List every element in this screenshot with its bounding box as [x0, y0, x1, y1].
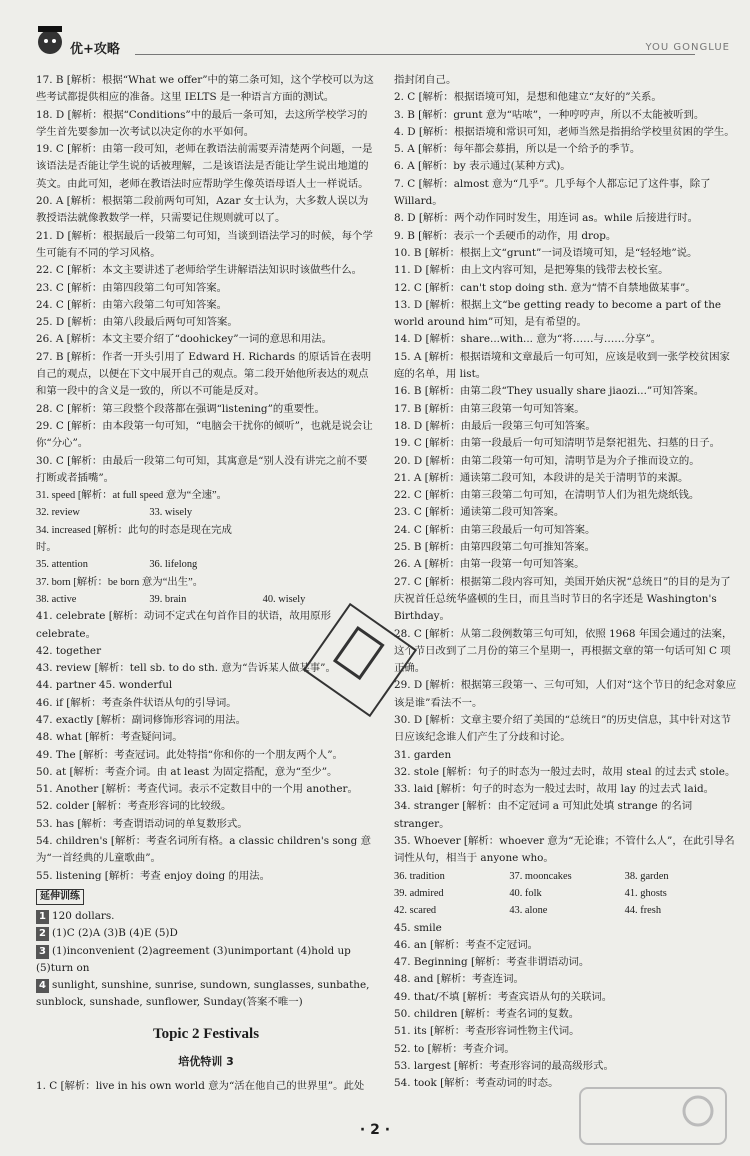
answer-item: 7. C [解析：almost 意为“几乎”。几乎每个人都忘记了这件事，除了 Willard。: [394, 177, 711, 208]
answer-row: [36, 504, 376, 521]
extension-item-number: 4: [36, 979, 49, 993]
answer-row: [36, 522, 376, 557]
answer-item: 33. laid [解析：句子的时态为一般过去时，故用 lay 的过去式 laid。: [394, 783, 715, 796]
answer-item: 49. that/不填 [解析：考查宾语从句的关联词。: [394, 990, 613, 1003]
answer-item: 指封闭自己。: [394, 74, 457, 86]
answer-item: 23. C [解析：由第四段第二句可知答案。: [36, 281, 227, 294]
answer-cell: 36. tradition: [394, 870, 445, 882]
answer-item: 21. D [解析：根据最后一段第二句可知，当谈到语法学习的时候，每个学生可能有不同的学习风格。: [36, 229, 373, 259]
extension-item-text: (1)inconvenient (2)agreement (3)unimportant (4)hold up (5)turn on: [36, 944, 351, 974]
page-number: · 2 ·: [359, 1122, 391, 1138]
answer-item: 14. D [解析：share...with... 意为“将……与……分享”。: [394, 333, 662, 346]
answer-cell: 41. ghosts: [624, 887, 667, 899]
answer-item: 12. C [解析：can't stop doing sth. 意为“情不自禁地做某事”。: [394, 281, 696, 294]
answer-item: 8. D [解析：两个动作同时发生，用连词 as。while 后接进行时。: [394, 212, 699, 225]
answer-item: 9. B [解析：表示一个丢硬币的动作，用 drop。: [394, 229, 617, 242]
answer-cell: 37. born [解析：be born 意为“出生”。: [36, 576, 204, 588]
answer-item: 51. its [解析：考查形容词性物主代词。: [394, 1025, 580, 1038]
answer-item: 1. C [解析：live in his own world 意为“活在他自己的世界里”。此处: [36, 1080, 365, 1093]
answer-item: 55. listening [解析：考查 enjoy doing 的用法。: [36, 869, 271, 882]
answer-item: 20. A [解析：根据第二段前两句可知，Azar 女士认为，大多数人误以为教授语法就像教数学一样，只需要记住规则就可以了。: [36, 195, 369, 225]
answer-item: 18. D [解析：根据“Conditions”中的最后一条可知，去这所学校学习的学生首先要参加一次考试以决定你的水平如何。: [36, 108, 368, 138]
answer-item: 30. C [解析：由最后一段第二句可知，其寓意是“别人没有讲完之前不要打断或者插嘴”。: [36, 454, 368, 484]
answer-row: [394, 885, 740, 902]
answer-cell: 42. scared: [394, 905, 437, 917]
answer-cell: 36. lifelong: [149, 559, 198, 571]
watermark-logo-icon: [578, 1086, 728, 1146]
answer-cell: 38. active: [36, 593, 77, 605]
answer-item: 20. D [解析：由第二段第一句可知，清明节是为介子推而设立的。: [394, 454, 700, 467]
answer-row: [394, 902, 740, 919]
answer-cell: 39. brain: [149, 593, 187, 605]
extension-item-text: sunlight, sunshine, sunrise, sundown, sunglasses, sunbathe, sunblock, sunshade, sunflower, Sunday(答案不唯一): [36, 979, 370, 1009]
answer-item: 4. D [解析：根据语境和常识可知，老师当然是指捐给学校里贫困的学生。: [394, 125, 735, 138]
answer-item: 54. took [解析：考查动词的时态。: [394, 1077, 559, 1090]
answer-cell: 43. alone: [509, 905, 548, 917]
answer-item: 23. C [解析：通读第二段可知答案。: [394, 506, 565, 519]
answer-item: 10. B [解析：根据上文“grunt”一词及语境可知，是“轻轻地”说。: [394, 246, 698, 259]
answer-row: [36, 556, 376, 573]
extension-item-text: 120 dollars.: [52, 909, 115, 922]
answer-item: 19. C [解析：由第一段最后一句可知清明节是祭祀祖先、扫墓的日子。: [394, 437, 721, 450]
answer-item: 25. D [解析：由第八段最后两句可知答案。: [36, 316, 238, 329]
header-rule: [135, 54, 695, 55]
answer-item: 24. C [解析：由第三段最后一句可知答案。: [394, 523, 596, 536]
answer-cell: [263, 504, 376, 521]
answer-item: 24. C [解析：由第六段第二句可知答案。: [36, 298, 227, 311]
answer-item: 16. B [解析：由第二段“They usually share jiaozi...”可知答案。: [394, 385, 705, 398]
answer-item: 35. Whoever [解析：whoever 意为“无论谁；不管什么人”，在此引导名词性从句，相当于 anyone who。: [394, 835, 735, 865]
answer-item: 53. has [解析：考查谓语动词的单复数形式。: [36, 817, 248, 830]
answer-item: 47. Beginning [解析：考查非谓语动词。: [394, 956, 590, 969]
answer-item: 3. B [解析：grunt 意为“咕哝”，一种哼哼声，所以不太能被听到。: [394, 108, 705, 121]
answer-cell: 40. wisely: [262, 593, 306, 605]
extension-item-number: 2: [36, 927, 49, 941]
answer-item: 54. children's [解析：考查名词所有格。a classic children's song 意为“一首经典的儿童歌曲”。: [36, 835, 371, 865]
answer-item: 53. largest [解析：考查形容词的最高级形式。: [394, 1059, 614, 1072]
answer-cell: 38. garden: [624, 870, 669, 882]
answer-cell: 35. attention: [36, 559, 88, 571]
answer-item: 48. what [解析：考查疑问词。: [36, 731, 183, 744]
brand-text: YOU GONGLUE: [645, 42, 730, 53]
answer-item: 28. C [解析：从第二段例数第三句可知，依照 1968 年国会通过的法案，这个节日改到了二月份的第三个星期一，再根据文章的第一句话可知 C 项正确。: [394, 627, 733, 675]
answer-item: 25. B [解析：由第四段第二句可推知答案。: [394, 541, 596, 554]
answer-cell: [240, 522, 308, 557]
answer-row: [36, 487, 376, 504]
answer-item: 51. Another [解析：考查代词。表示不定数目中的一个用 another。: [36, 783, 358, 796]
answer-item: 26. A [解析：本文主要介绍了“doohickey”一词的意思和用法。: [36, 333, 333, 346]
answer-item: 22. C [解析：本文主要讲述了老师给学生讲解语法知识时该做些什么。: [36, 264, 363, 277]
answer-item: 5. A [解析：每年都会募捐，所以是一个给予的季节。: [394, 143, 641, 156]
answer-item: 29. D [解析：根据第三段第一、三句可知，人们对“这个节日的纪念对象应该是谁”看法不一。: [394, 679, 737, 709]
answer-cell: [240, 487, 308, 504]
stamp-seal-icon: [300, 600, 420, 720]
extension-section: [36, 885, 376, 1012]
answer-item: 42. together: [36, 644, 102, 657]
answer-item: 29. C [解析：由本段第一句可知，“电脑会干扰你的倾听”，也就是说会让你“分心”。: [36, 419, 373, 450]
answer-item: 19. C [解析：由第一段可知，老师在教语法前需要弄清楚两个问题，一是该语法是否能让学生说的话被理解，二是该语法是否能让学生说出地道的英文。由此可知，老师在教语法时应帮助学生像英语母语人士一样说话。: [36, 143, 373, 190]
extension-item: [36, 925, 376, 942]
answer-item: 15. A [解析：根据语境和文章最后一句可知，应该是收到一张学校贫困家庭的名单，用 list。: [394, 350, 731, 381]
right-column: [394, 72, 740, 1093]
extension-item-number: 3: [36, 945, 49, 959]
answer-cell: 31. speed [解析：at full speed 意为“全速”。: [36, 490, 228, 502]
answer-item: 46. an [解析：考查不定冠词。: [394, 938, 538, 951]
extension-item: [36, 943, 376, 978]
extension-item-number: 1: [36, 910, 49, 924]
extension-title: 延伸训练: [36, 889, 84, 905]
answer-item: 22. C [解析：由第三段第二句可知，在清明节人们为祖先烧纸钱。: [394, 489, 700, 502]
answer-item: 21. A [解析：通读第二段可知，本段讲的是关于清明节的来源。: [394, 471, 689, 484]
answer-item: 32. stole [解析：句子的时态为一般过去时，故用 steal 的过去式 stole。: [394, 765, 736, 778]
answer-item: 41. celebrate [解析：动词不定式在句首作目的状语，故用原形 celebrate。: [36, 610, 331, 640]
answer-cell: [308, 522, 376, 557]
answer-item: 13. D [解析：根据上文“be getting ready to become a part of the world around him”可知，是有希望的。: [394, 298, 722, 329]
answer-item: 18. D [解析：由最后一段第三句可知答案。: [394, 419, 596, 432]
answer-item: 46. if [解析：考查条件状语从句的引导词。: [36, 696, 237, 709]
answer-item: 49. The [解析：考查冠词。此处特指“你和你的一个朋友两个人”。: [36, 748, 343, 761]
left-column: [36, 72, 376, 1096]
answer-item: 2. C [解析：根据语境可知，是想和他建立“友好的”关系。: [394, 91, 662, 104]
logo-text: 优+攻略: [70, 42, 120, 57]
answer-row: [36, 574, 376, 591]
answer-item: 44. partner 45. wonderful: [36, 679, 173, 692]
answer-item: 30. D [解析：文章主要介绍了美国的“总统日”的历史信息，其中针对这节日应该纪念谁人们产生了分歧和讨论。: [394, 713, 732, 744]
answer-item: 34. stranger [解析：由不定冠词 a 可知此处填 strange 的名词 stranger。: [394, 800, 693, 830]
answer-item: 47. exactly [解析：副词修饰形容词的用法。: [36, 713, 247, 726]
answer-item: 43. review [解析：tell sb. to do sth. 意为“告诉某人做某事”。: [36, 662, 336, 675]
page-header: [0, 0, 750, 62]
section-subtitle: 培优特训 3: [178, 1055, 234, 1069]
answer-item: 27. C [解析：根据第二段内容可知，美国开始庆祝“总统日”的目的是为了庆祝首任总统华盛顿的生日，而且当时节日的名字还是 Washington's Birthday。: [394, 575, 731, 623]
answer-item: 17. B [解析：根据“What we offer”中的第二条可知，这个学校可以为这些考试都提供相应的准备。这里 IELTS 是一种语言方面的测试。: [36, 74, 374, 104]
topic-title: Topic 2 Festivals: [152, 1025, 260, 1042]
answer-cell: [308, 574, 376, 591]
answer-row: [394, 868, 740, 885]
extension-item-text: (1)C (2)A (3)B (4)E (5)D: [52, 927, 178, 940]
answer-item: 26. A [解析：由第一段第一句可知答案。: [394, 558, 585, 571]
answer-cell: 33. wisely: [149, 507, 193, 519]
answer-item: 52. to [解析：考查介词。: [394, 1042, 515, 1055]
answer-cell: 44. fresh: [624, 905, 662, 917]
answer-item: 17. B [解析：由第三段第一句可知答案。: [394, 402, 585, 415]
extension-item: [36, 977, 376, 1012]
answer-item: 50. at [解析：考查介词。由 at least 为固定搭配，意为“至少”。: [36, 765, 338, 778]
answer-cell: 39. admired: [394, 887, 444, 899]
answer-cell: 34. increased [解析：此句的时态是现在完成时。: [36, 524, 232, 554]
answer-cell: 32. review: [36, 507, 80, 519]
answer-item: 48. and [解析：考查连词。: [394, 973, 524, 986]
answer-item: 31. garden: [394, 748, 452, 761]
answer-item: 52. colder [解析：考查形容词的比较级。: [36, 800, 232, 813]
answer-cell: 37. mooncakes: [509, 870, 572, 882]
extension-item: [36, 908, 376, 925]
answer-cell: 40. folk: [509, 887, 542, 899]
mascot-logo-icon: [30, 18, 70, 58]
answer-item: 11. D [解析：由上文内容可知，是把筹集的钱带去校长室。: [394, 264, 669, 277]
answer-item: 28. C [解析：第三段整个段落都在强调“listening”的重要性。: [36, 402, 325, 415]
answer-item: 50. children [解析：考查名词的复数。: [394, 1008, 580, 1021]
answer-cell: [308, 487, 376, 504]
answer-item: 6. A [解析：by 表示通过(某种方式)。: [394, 160, 571, 173]
answer-cell: [240, 574, 308, 591]
answer-cell: [263, 556, 376, 573]
answer-item: 27. B [解析：作者一开头引用了 Edward H. Richards 的原话旨在表明自己的观点，以便在下文中展开自己的观点。第二段开始他所表达的观点和第一段中的含义是一致的，所以不可能是反对。: [36, 350, 372, 398]
answer-item: 45. smile: [394, 921, 442, 934]
